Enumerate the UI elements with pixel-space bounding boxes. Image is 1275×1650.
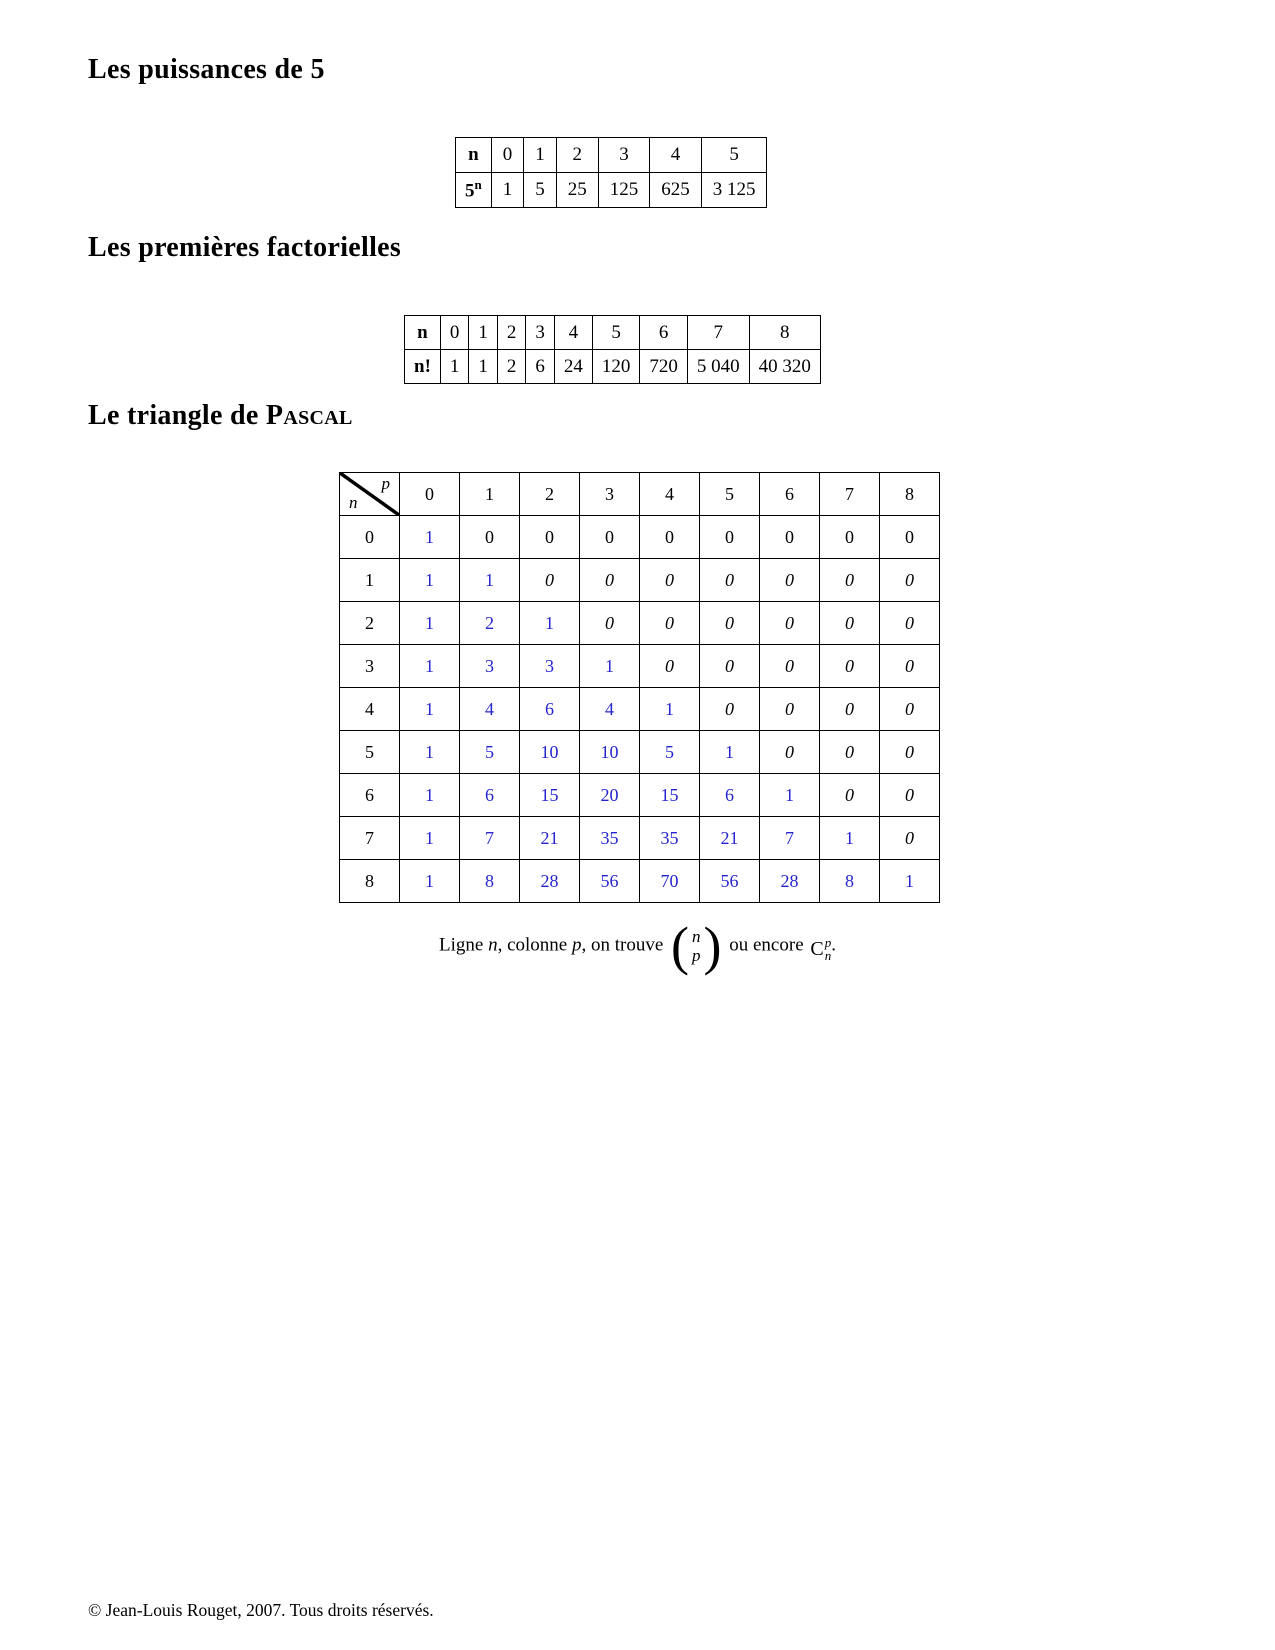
pascal-cell: 2 [460, 602, 520, 645]
pascal-row-label: 6 [340, 774, 400, 817]
fact-value-cell: 5 040 [687, 350, 749, 384]
corner-n-label: n [349, 493, 358, 512]
pascal-cell: 0 [580, 602, 640, 645]
pascal-cell: 1 [400, 559, 460, 602]
table-row [340, 731, 940, 774]
heading-pascal-triangle [88, 400, 353, 432]
fact-header-cell: 1 [469, 316, 498, 350]
pascal-cell: 20 [580, 774, 640, 817]
binom-top: n [692, 926, 701, 946]
pascal-cell: 1 [880, 860, 940, 903]
pascal-col-header: 4 [640, 473, 700, 516]
pascal-cell: 6 [700, 774, 760, 817]
pascal-cell: 3 [520, 645, 580, 688]
pascal-row-label: 1 [340, 559, 400, 602]
pascal-col-header: 5 [700, 473, 760, 516]
pascal-cell: 0 [700, 688, 760, 731]
pascal-col-header: 1 [460, 473, 520, 516]
factorials-table [404, 315, 821, 384]
pascal-cell: 1 [640, 688, 700, 731]
powers-header-cell: 3 [598, 138, 650, 173]
fact-value-cell: 40 320 [749, 350, 820, 384]
powers-value-cell: 3 125 [701, 173, 767, 208]
caption-text: ou encore [724, 934, 809, 956]
pascal-cell: 0 [820, 602, 880, 645]
powers-header-label: n [456, 138, 492, 173]
powers-of-5-table [455, 137, 767, 208]
pascal-heading-prefix: Le triangle de [88, 400, 266, 431]
pascal-cell: 21 [520, 817, 580, 860]
caption-text: , on trouve [581, 934, 669, 956]
powers-header-cell: 5 [701, 138, 767, 173]
pascal-cell: 6 [520, 688, 580, 731]
pascal-row-label: 2 [340, 602, 400, 645]
fact-header-cell: 4 [554, 316, 592, 350]
fact-header-cell: 8 [749, 316, 820, 350]
pascal-cell: 0 [640, 602, 700, 645]
pascal-cell: 1 [460, 559, 520, 602]
pascal-cell: 0 [880, 731, 940, 774]
close-paren: ) [703, 916, 722, 976]
pascal-cell: 0 [820, 516, 880, 559]
table-row [340, 602, 940, 645]
powers-value-cell: 5 [524, 173, 557, 208]
pascal-cell: 0 [520, 559, 580, 602]
pascal-row-label: 5 [340, 731, 400, 774]
math-var-p: p [571, 934, 582, 956]
pascal-row-label: 7 [340, 817, 400, 860]
pascal-cell: 70 [640, 860, 700, 903]
pascal-col-header: 8 [880, 473, 940, 516]
pascal-cell: 1 [400, 817, 460, 860]
pascal-cell: 0 [640, 516, 700, 559]
table-row [405, 316, 821, 350]
pascal-cell: 0 [760, 516, 820, 559]
powers-value-cell: 125 [598, 173, 650, 208]
table-row [340, 645, 940, 688]
pascal-cell: 1 [580, 645, 640, 688]
c-subscript: n [824, 948, 832, 964]
pascal-cell: 56 [700, 860, 760, 903]
pascal-cell: 7 [760, 817, 820, 860]
pascal-cell: 1 [400, 731, 460, 774]
corner-p-label: p [381, 474, 390, 493]
pascal-cell: 0 [520, 516, 580, 559]
pascal-cell: 1 [820, 817, 880, 860]
fact-header-cell: 0 [440, 316, 469, 350]
heading-powers-of-5: Les puissances de 5 [88, 54, 325, 85]
pascal-cell: 0 [640, 559, 700, 602]
pascal-cell: 1 [400, 688, 460, 731]
powers-value-label [456, 173, 492, 208]
math-var-n: n [488, 934, 498, 956]
pascal-col-header: 6 [760, 473, 820, 516]
pascal-cell: 4 [460, 688, 520, 731]
pascal-cell: 1 [400, 774, 460, 817]
powers-header-cell: 4 [650, 138, 702, 173]
pascal-row-label: 4 [340, 688, 400, 731]
pascal-cell: 56 [580, 860, 640, 903]
table-row [340, 860, 940, 903]
fact-value-cell: 2 [497, 350, 526, 384]
pascal-col-header: 0 [400, 473, 460, 516]
pascal-cell: 0 [880, 688, 940, 731]
pascal-cell: 0 [580, 559, 640, 602]
c-superscript: p [824, 934, 832, 950]
pascal-cell: 0 [820, 688, 880, 731]
pascal-corner-cell [340, 473, 400, 516]
table-row [340, 774, 940, 817]
c-symbol: C [810, 937, 824, 960]
pascal-cell: 8 [820, 860, 880, 903]
pascal-cell: 0 [820, 731, 880, 774]
pascal-cell: 15 [640, 774, 700, 817]
pascal-cell: 0 [880, 516, 940, 559]
pascal-col-header: 7 [820, 473, 880, 516]
pascal-row-label: 8 [340, 860, 400, 903]
combination-symbol [810, 936, 831, 963]
fact-value-label: n! [405, 350, 441, 384]
fact-value-cell: 1 [469, 350, 498, 384]
pascal-cell: 0 [880, 645, 940, 688]
pascal-cell: 0 [820, 774, 880, 817]
table-row [405, 350, 821, 384]
pascal-caption [0, 916, 1275, 976]
binomial-coefficient [671, 916, 722, 976]
fact-header-cell: 5 [592, 316, 640, 350]
pascal-cell: 0 [760, 731, 820, 774]
pascal-cell: 0 [460, 516, 520, 559]
pascal-cell: 6 [460, 774, 520, 817]
pascal-row-label: 0 [340, 516, 400, 559]
pascal-cell: 7 [460, 817, 520, 860]
pascal-cell: 4 [580, 688, 640, 731]
table-row [340, 688, 940, 731]
pascal-cell: 0 [880, 559, 940, 602]
fact-value-cell: 120 [592, 350, 640, 384]
fact-value-cell: 6 [526, 350, 555, 384]
powers-header-cell: 1 [524, 138, 557, 173]
pascal-cell: 3 [460, 645, 520, 688]
pascal-cell: 0 [820, 559, 880, 602]
pascal-cell: 1 [400, 645, 460, 688]
pascal-cell: 0 [880, 817, 940, 860]
pascal-cell: 0 [700, 602, 760, 645]
powers-label-sup: n [474, 177, 482, 193]
pascal-cell: 0 [580, 516, 640, 559]
pascal-cell: 35 [580, 817, 640, 860]
pascal-cell: 0 [700, 645, 760, 688]
pascal-cell: 1 [700, 731, 760, 774]
fact-header-label: n [405, 316, 441, 350]
pascal-heading-name: Pascal [265, 400, 353, 431]
copyright-footer: © Jean-Louis Rouget, 2007. Tous droits réservés. [88, 1600, 434, 1620]
pascal-cell: 5 [640, 731, 700, 774]
pascal-cell: 0 [880, 602, 940, 645]
table-row [340, 559, 940, 602]
powers-header-cell: 0 [491, 138, 524, 173]
pascal-cell: 1 [520, 602, 580, 645]
pascal-cell: 8 [460, 860, 520, 903]
fact-header-cell: 7 [687, 316, 749, 350]
pascal-cell: 0 [700, 559, 760, 602]
pascal-cell: 35 [640, 817, 700, 860]
pascal-cell: 28 [760, 860, 820, 903]
pascal-cell: 28 [520, 860, 580, 903]
pascal-cell: 21 [700, 817, 760, 860]
pascal-cell: 1 [760, 774, 820, 817]
powers-value-cell: 625 [650, 173, 702, 208]
fact-value-cell: 1 [440, 350, 469, 384]
pascal-cell: 10 [520, 731, 580, 774]
pascal-col-header: 2 [520, 473, 580, 516]
heading-factorials: Les premières factorielles [88, 232, 402, 263]
open-paren: ( [671, 916, 690, 976]
fact-header-cell: 3 [526, 316, 555, 350]
pascal-cell: 0 [760, 645, 820, 688]
pascal-cell: 0 [760, 559, 820, 602]
pascal-row-label: 3 [340, 645, 400, 688]
pascal-cell: 10 [580, 731, 640, 774]
binom-bottom: p [692, 946, 701, 966]
caption-text: , colonne [497, 934, 572, 956]
fact-value-cell: 24 [554, 350, 592, 384]
pascal-cell: 1 [400, 602, 460, 645]
pascal-cell: 15 [520, 774, 580, 817]
fact-value-cell: 720 [640, 350, 688, 384]
pascal-col-header: 3 [580, 473, 640, 516]
table-row [340, 516, 940, 559]
pascal-cell: 1 [400, 860, 460, 903]
pascal-cell: 0 [700, 516, 760, 559]
caption-text: . [831, 934, 836, 956]
caption-text: Ligne [439, 934, 489, 956]
pascal-cell: 1 [400, 516, 460, 559]
powers-header-cell: 2 [556, 138, 598, 173]
table-row [456, 173, 767, 208]
pascal-cell: 0 [880, 774, 940, 817]
powers-label-base: 5 [465, 180, 475, 202]
pascal-cell: 0 [760, 602, 820, 645]
pascal-triangle-table [339, 472, 940, 903]
table-row [340, 473, 940, 516]
fact-header-cell: 6 [640, 316, 688, 350]
pascal-cell: 0 [640, 645, 700, 688]
pascal-cell: 5 [460, 731, 520, 774]
pascal-cell: 0 [760, 688, 820, 731]
fact-header-cell: 2 [497, 316, 526, 350]
table-row [340, 817, 940, 860]
table-row [456, 138, 767, 173]
pascal-cell: 0 [820, 645, 880, 688]
powers-value-cell: 1 [491, 173, 524, 208]
powers-value-cell: 25 [556, 173, 598, 208]
